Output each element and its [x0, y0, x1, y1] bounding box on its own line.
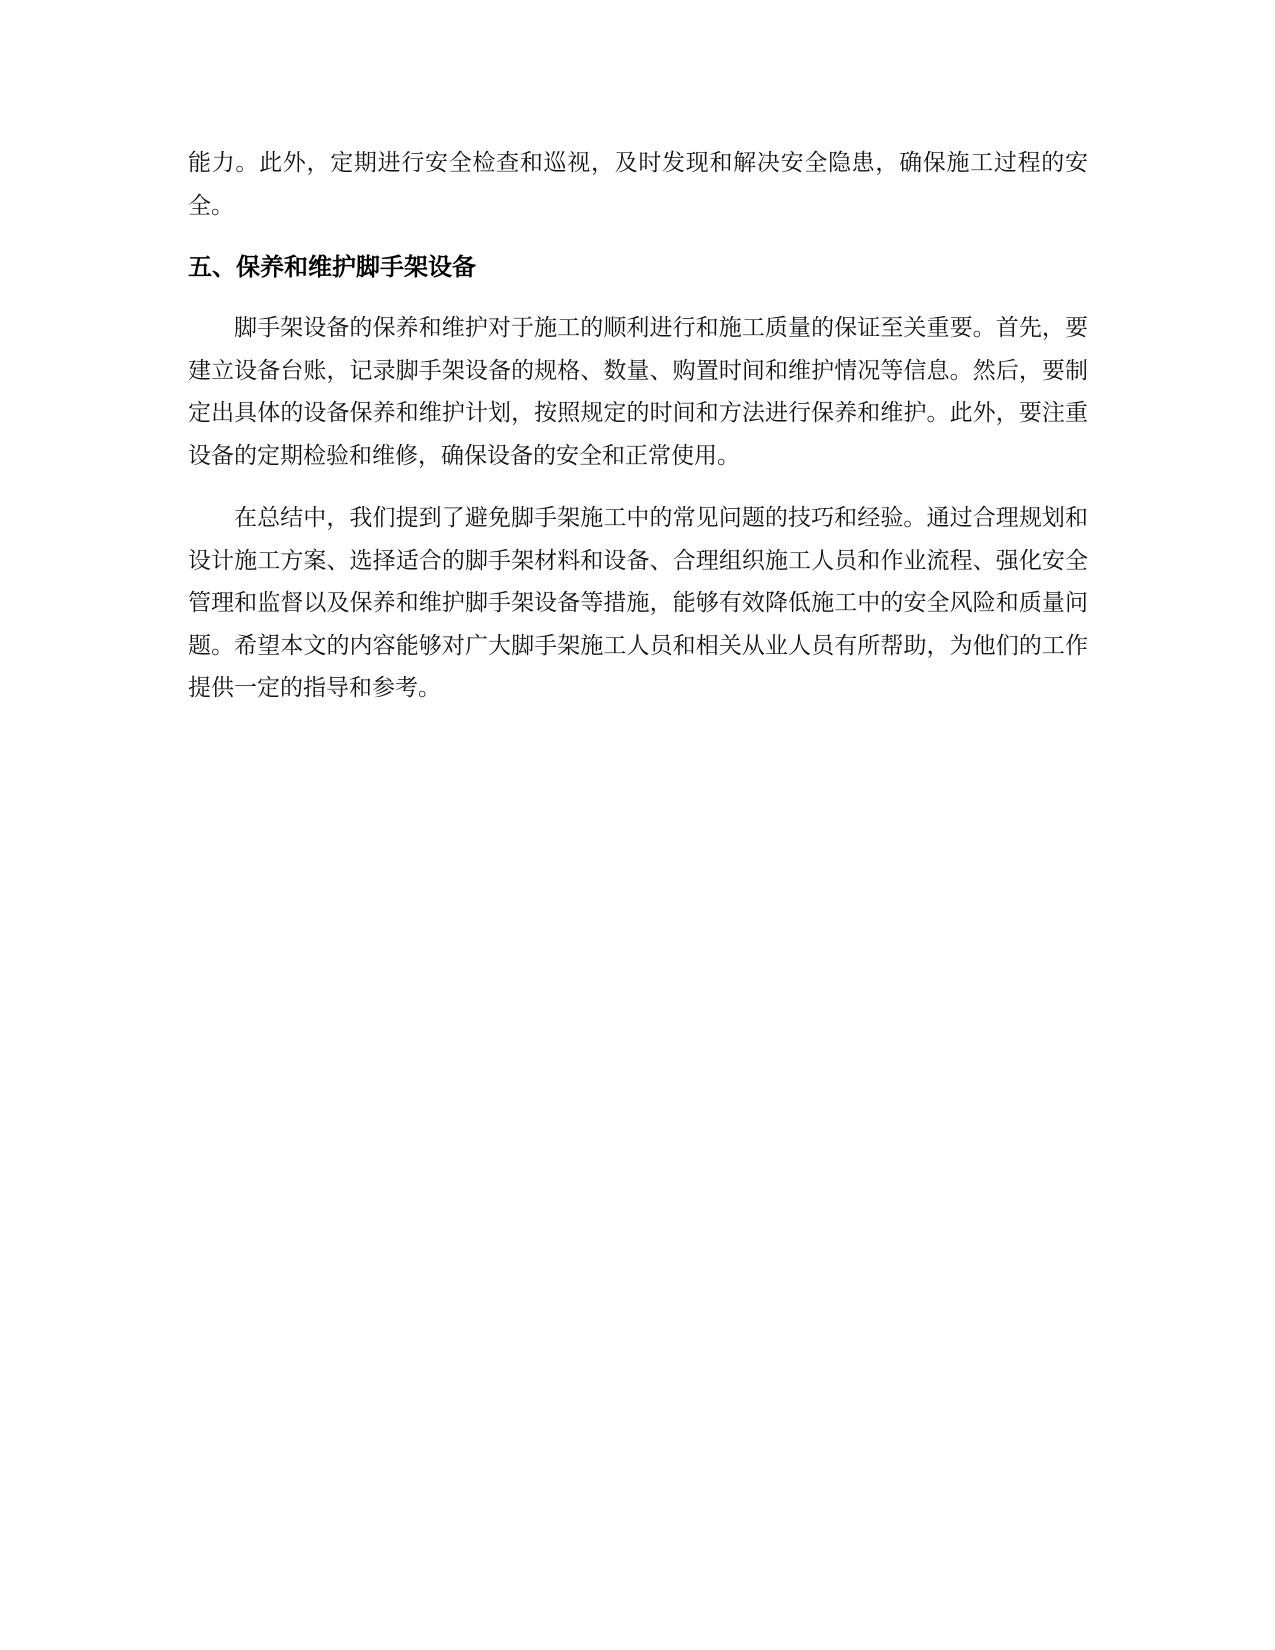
document-body	[188, 142, 1088, 730]
section-heading: 五、保养和维护脚手架设备	[188, 253, 476, 281]
paragraph-summary: 在总结中，我们提到了避免脚手架施工中的常见问题的技巧和经验。通过合理规划和设计施工方案、选择适合的脚手架材料和设备、合理组织施工人员和作业流程、强化安全管理和监督以及保养和维护脚手架设备等措施，能够有效降低施工中的安全风险和质量问题。希望本文的内容能够对广大脚手架施工人员和相关从业人员有所帮助，为他们的工作提供一定的指导和参考。	[188, 505, 1088, 701]
continuation-paragraph: 能力。此外，定期进行安全检查和巡视，及时发现和解决安全隐患，确保施工过程的安全。	[188, 150, 1088, 219]
paragraph-maintenance: 脚手架设备的保养和维护对于施工的顺利进行和施工质量的保证至关重要。首先，要建立设备台账，记录脚手架设备的规格、数量、购置时间和维护情况等信息。然后，要制定出具体的设备保养和维护计划，按照规定的时间和方法进行保养和维护。此外，要注重设备的定期检验和维修，确保设备的安全和正常使用。	[188, 315, 1088, 469]
